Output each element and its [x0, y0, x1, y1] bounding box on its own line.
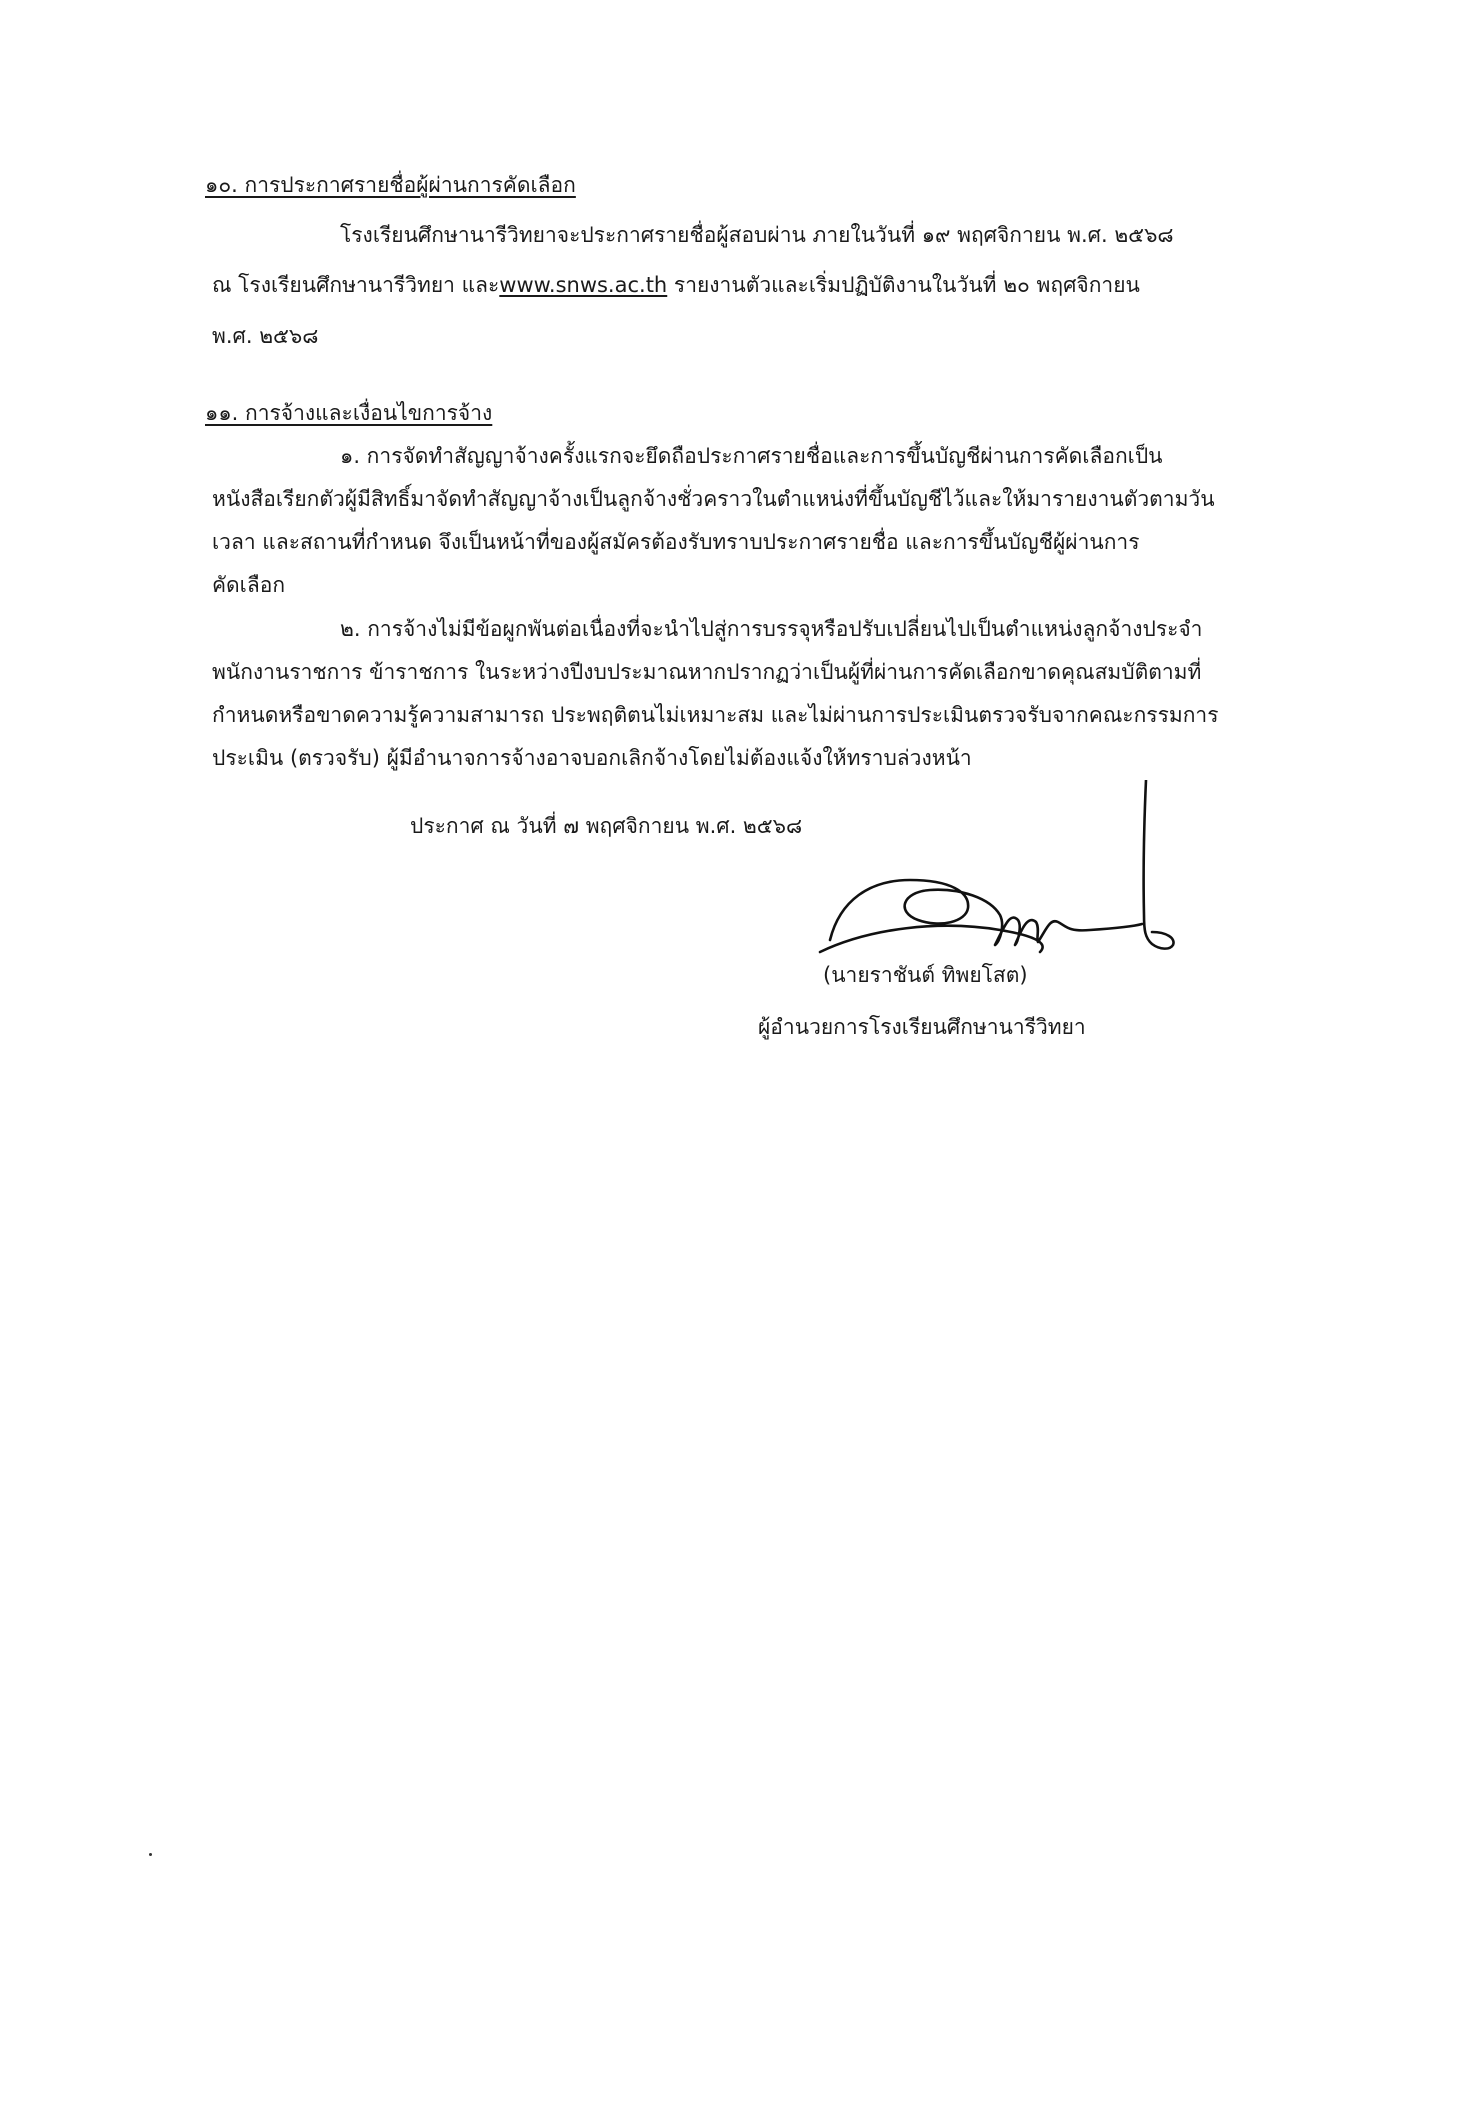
section-11-item-2-line-1: ๒. การจ้างไม่มีข้อผูกพันต่อเนื่องที่จะนำไปสู่การบรรจุหรือปรับเปลี่ยนไปเป็นตำแหน่งลูกจ้างประจำ [340, 617, 1203, 641]
section-10-line-3: พ.ศ. ๒๕๖๘ [212, 324, 319, 348]
section-10-line-2-text-pre: ณ โรงเรียนศึกษานารีวิทยา และ [212, 273, 500, 297]
signer-name: (นายราชันต์ ทิพยโสต) [823, 963, 1028, 987]
announcement-date: ประกาศ ณ วันที่ ๗ พฤศจิกายน พ.ศ. ๒๕๖๘ [410, 814, 803, 838]
signer-title: ผู้อำนวยการโรงเรียนศึกษานารีวิทยา [758, 1015, 1086, 1039]
section-11-item-1-line-1: ๑. การจัดทำสัญญาจ้างครั้งแรกจะยึดถือประกาศรายชื่อและการขึ้นบัญชีผ่านการคัดเลือกเป็น [340, 444, 1163, 468]
section-10-line-2-text-post: รายงานตัวและเริ่มปฏิบัติงานในวันที่ ๒๐ พฤศจิกายน [667, 273, 1140, 297]
section-11-item-2-line-2: พนักงานราชการ ข้าราชการ ในระหว่างปีงบประมาณหากปรากฏว่าเป็นผู้ที่ผ่านการคัดเลือกขาดคุณสมบัติตามที่ [212, 660, 1202, 684]
school-website-link[interactable]: www.snws.ac.th [499, 273, 668, 297]
section-11-item-2-line-3: กำหนดหรือขาดความรู้ความสามารถ ประพฤติตนไม่เหมาะสม และไม่ผ่านการประเมินตรวจรับจากคณะกรรมการ [212, 703, 1219, 727]
section-11-item-1-line-3: เวลา และสถานที่กำหนด จึงเป็นหน้าที่ของผู้สมัครต้องรับทราบประกาศรายชื่อ และการขึ้นบัญชีผู้ผ่านการ [212, 530, 1140, 554]
section-10-line-2 [212, 270, 1140, 300]
section-11-item-1-line-2: หนังสือเรียกตัวผู้มีสิทธิ์มาจัดทำสัญญาจ้างเป็นลูกจ้างชั่วคราวในตำแหน่งที่ขึ้นบัญชีไว้และให้มารายงานตัวตามวัน [212, 487, 1215, 511]
section-11-item-1-line-4: คัดเลือก [212, 573, 286, 597]
section-10-heading: ๑๐. การประกาศรายชื่อผู้ผ่านการคัดเลือก [205, 173, 576, 197]
stray-dot [149, 1853, 152, 1856]
handwritten-signature [800, 780, 1200, 980]
section-11-heading: ๑๑. การจ้างและเงื่อนไขการจ้าง [205, 401, 493, 425]
section-10-line-1: โรงเรียนศึกษานารีวิทยาจะประกาศรายชื่อผู้สอบผ่าน ภายในวันที่ ๑๙ พฤศจิกายน พ.ศ. ๒๕๖๘ [340, 223, 1174, 247]
section-11-item-2-line-4: ประเมิน (ตรวจรับ) ผู้มีอำนาจการจ้างอาจบอกเลิกจ้างโดยไม่ต้องแจ้งให้ทราบล่วงหน้า [212, 746, 972, 770]
